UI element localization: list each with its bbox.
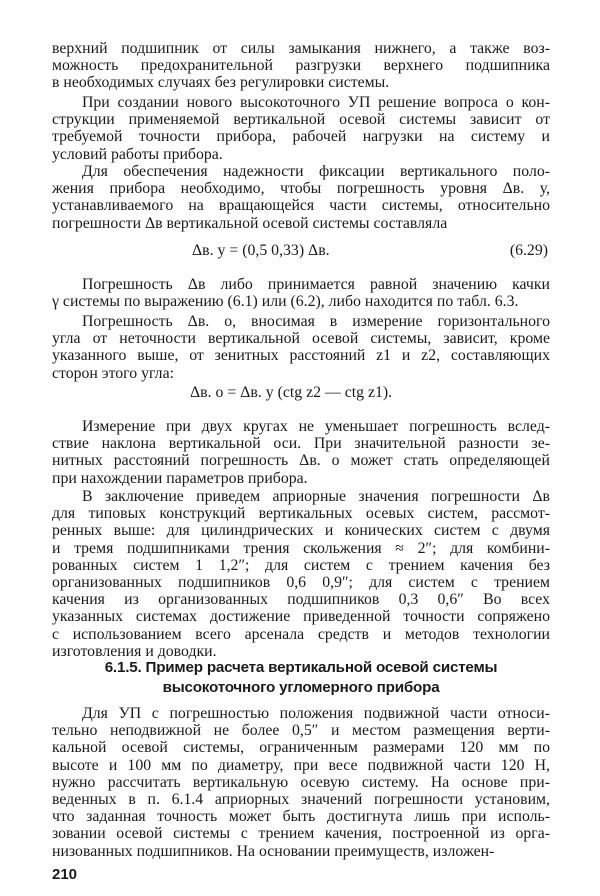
- text-line: высоте и 100 мм по диаметру, при весе подвижной части 120 Н,: [52, 756, 550, 774]
- paragraph-7: [52, 488, 550, 660]
- text-line: при нахождении параметров прибора.: [52, 469, 308, 487]
- text-line: можность предохранительной разгрузки верхнего подшипника: [52, 57, 550, 75]
- text-line: кальной осевой системы, ограниченным размерами 120 мм по: [52, 739, 550, 757]
- text-line: Измерение при двух кругах не уменьшает погрешность вслед-: [82, 418, 550, 435]
- text-line: с использованием всего арсенала средств и методов технологии: [52, 625, 550, 643]
- text-line: в необходимых случаях без регулировки системы.: [52, 74, 390, 92]
- text-line: веденных в п. 6.1.4 априорных значений погрешности установим,: [52, 790, 550, 808]
- text-line: Для УП с погрешностью положения подвижной части относи-: [82, 705, 550, 722]
- paragraph-6: [52, 418, 550, 487]
- text-line: указанных системах достижение приведенной точности сопряжено: [52, 608, 550, 626]
- text-line: верхний подшипник от силы замыкания нижнего, а также воз-: [52, 40, 550, 57]
- text-line: изготовления и доводки.: [52, 642, 217, 660]
- text-line: погрешности Δв вертикальной осевой системы составляла: [52, 214, 448, 232]
- text-line: что заданная точность может быть достигнута лишь при исполь-: [52, 808, 550, 826]
- text-line: жения прибора необходимо, чтобы погрешность уровня Δв. у,: [52, 180, 550, 198]
- heading-line: высокоточного угломерного прибора: [162, 678, 440, 696]
- text-line: и тремя подшипниками трения скольжения ≈ 2″; для комбини-: [52, 539, 550, 557]
- section-heading: [52, 658, 550, 697]
- page-number: 210: [52, 866, 78, 883]
- text-line: качения из организованных подшипников 0,3 0,6″ Во всех: [52, 591, 550, 609]
- text-line: ствие наклона вертикальной оси. При значительной разности зе-: [52, 435, 550, 453]
- text-line: угла от неточности вертикальной осевой системы, зависит, кроме: [52, 330, 550, 348]
- equation-number: (6.29): [509, 242, 548, 259]
- paragraph-4: [52, 276, 550, 310]
- text-line: В заключение приведем априорные значения погрешности Δв: [82, 488, 550, 505]
- text-line: струкции применяемой вертикальной осевой системы зависит от: [52, 111, 550, 129]
- text-line: Для обеспечения надежности фиксации вертикального поло-: [82, 163, 550, 180]
- text-line: Погрешность Δв либо принимается равной значению качки: [82, 276, 550, 293]
- paragraph-8: [52, 705, 550, 860]
- heading-line: 6.1.5. Пример расчета вертикальной осевой системы: [104, 659, 498, 676]
- paragraph-5: [52, 313, 550, 382]
- text-line: Погрешность Δв. о, вносимая в измерение горизонтального: [82, 313, 550, 330]
- text-line: условий работы прибора.: [52, 145, 223, 163]
- equation-angle-error: Δв. о = Δв. у (ctg z2 — ctg z1).: [190, 384, 393, 401]
- text-line: для типовых конструкций вертикальных осевых систем, рассмот-: [52, 505, 550, 523]
- paragraph-1: [52, 40, 550, 92]
- text-line: ренных выше: для цилиндрических и конических систем с двумя: [52, 522, 550, 540]
- text-line: сторон этого угла:: [52, 364, 174, 382]
- equation-6-29: Δв. у = (0,5 0,33) Δв.: [192, 242, 330, 259]
- text-line: γ системы по выражению (6.1) или (6.2), либо находится по табл. 6.3.: [52, 293, 519, 311]
- text-line: зовании осевой системы с трением качения, построенной из орга-: [52, 825, 550, 843]
- text-line: указанного выше, от зенитных расстояний z1 и z2, составляющих: [52, 347, 550, 365]
- paragraph-2: [52, 94, 550, 163]
- text-line: организованных подшипников 0,6 0,9″; для систем с трением: [52, 573, 550, 591]
- text-line: требуемой точности прибора, рабочей нагрузки на систему и: [52, 128, 550, 146]
- text-line: устанавливаемого на вращающейся части системы, относительно: [52, 197, 550, 215]
- text-line: тельно неподвижной не более 0,5″ и местом размещения верти-: [52, 722, 550, 740]
- text-line: рованных систем 1 1,2″; для систем с трением качения без: [52, 556, 550, 574]
- text-line: нужно рассчитать вертикальную осевую систему. На основе при-: [52, 773, 550, 791]
- paragraph-3: [52, 163, 550, 232]
- text-line: низованных подшипников. На основании преимуществ, изложен-: [52, 842, 495, 860]
- text-line: При создании нового высокоточного УП решение вопроса о кон-: [82, 94, 550, 111]
- text-line: нитных расстояний погрешность Δв. о может стать определяющей: [52, 452, 550, 470]
